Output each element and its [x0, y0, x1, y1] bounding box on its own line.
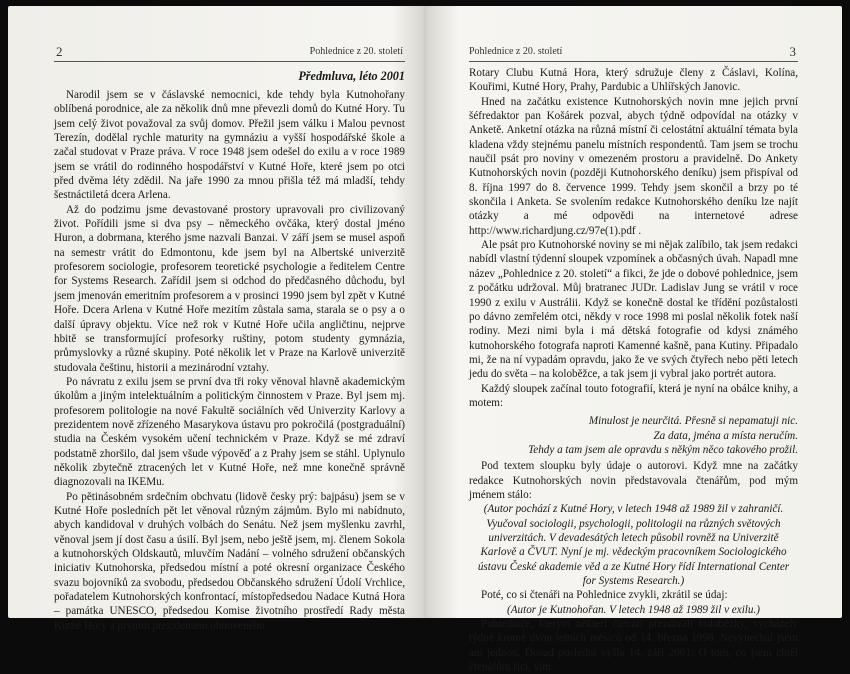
- page-number: 2: [56, 44, 63, 59]
- paragraph: Pohlednice, kterým některí čtenáři přezdívali koloběžky, vycházely týdně kromě dvou letních měsíců od 14. března 1998. Nevynechal jsem ani jednou. Dosud poslední vyšla 14. září 2001. O tom, co jsem chtěl čtenářům říci, vím: [469, 618, 798, 674]
- paragraph: Hned na začátku existence Kutnohorských novin mne jejich první šéfredaktor pan Košárek pozval, abych týdně odpovídal na otázky v Anketě. Anketní otázka na různá místní či celostátní aktuální témata byla kladena vždy stejnému panelu místních respondentů. Tam jsem se trochu naučil psát pro noviny v omezeném prostoru a pravidelně. Do Ankety Kutnohorských novin (později Kutnohorského deníku) jsem přispíval od 8. října 1997 do 8. července 1999. Tehdy jsem skončil a brzy po té skončila i Anketa. Se svolením redakce Kutnohorského deníku lze najít otázky a mé odpovědi na internetové adrese http://www.richardjung.cz/97e(1).pdf .: [469, 95, 798, 237]
- paragraph: Narodil jsem se v čáslavské nemocnici, kde tehdy byla Kutnohořany oblíbená porodnice, ale za několik dnů mne převezli domů do Kutné Hory. Tu jsem celý život považoval za svůj domov. Přežil jsem válku i Malou pevnost Terezín, dodělal rychle maturity na gymnáziu a vyšší hospodářské škole a začal studovat v Praze práva. V roce 1948 jsem odešel do exilu a v roce 1989 jsem se vrátil do rodinného hospodářství v Kutné Hoře, které jsem po otci před dvěma léty zdědil. Na jaře 1990 za mnou přišla též má mladší, tehdy šestnáctiletá dcera Arlena.: [54, 89, 405, 202]
- paragraph: Po návratu z exilu jsem se první dva tři roky věnoval hlavně akademickým úkolům a jiným intelektuálním a politickým činnostem v Praze. Byl jsem mj. profesorem politologie na nové Fakultě sociálních věd Univerzity Karlovy a prezidentem nově zřízeného Masarykova ústavu pro pokročilá (postgraduální) studia na Českém vysokém učení technickém v Praze. Když se mé zdraví podstatně zhoršilo, dal jsem všude výpověď a z Prahy jsem se stáhl. Uplynulo několik zbytečně ztracených let v Kutné Hoře, než mne konečně správně diagnozovali na IKEMu.: [54, 375, 405, 489]
- header-rule: [54, 61, 405, 62]
- paragraph: Ale psát pro Kutnohorské noviny se mi nějak zalíbilo, tak jsem redakci nabídl vlastní týdenní sloupek vzpomínek a občasných úvah. Napadl mne název „Pohlednice z 20. století“ a fikci, že jde o dobové pohlednice, jsem z počátku udržoval. Můj bratranec JUDr. Ladislav Jung se vrátil v roce 1990 z exilu v Austrálii. Když se konečně dostal ke třídění pozůstalosti po dávno zemřelém otci, někdy v roce 1998 mi poslal několik fotek naší rodiny. Mezi nimi byla i má dětská fotografie od kdysi známého kutnohorského fotografa naproti Kamenné kašně, pana Kutiny. Připadalo mi, že na ní vypadám opravdu, jako že ve svých čtyřech nebo pěti letech jedu do světa – na koloběžce, a tak jsem ji vybral jako portrét autora.: [469, 239, 798, 381]
- paragraph: Poté, co si čtenáři na Pohlednice zvykli, zkrátil se údaj:: [481, 589, 728, 602]
- paragraph: Až do podzimu jsme devastované prostory upravovali pro civilizovaný život. Pořídili jsme si dva psy – německého ovčáka, který dostal jméno Huron, a dobrmana, kterého jsme nazvali Banzai. V září jsem se musel aspoň na semestr vrátit do Edmontonu, kde jsem byl na Albertské univerzitě profesorem sociologie, profesorem teoretické psychologie a ředitelem Centre for Systems Research. Zařídil jsem si odchod do předčasného důchodu, byl jsem jmenován emeritním profesorem a v prosinci 1990 jsem byl zpět v Kutné Hoře. Dcera Arlena v Kutné Hoře mezitím zůstala sama, starala se o psy a o další úpravy objektu. Více než rok v Kutné Hoře učila angličtinu, nejprve hbitě se transformující profesorky ruštiny, potom studenty gymnázia, průmyslovky a různé skupiny. Poté několik let v Praze na Karlově univerzitě studovala češtinu, historii a mezinárodní vztahy.: [54, 203, 405, 374]
- motto-line: Tehdy a tam jsem ale opravdu s někým něco takového prožil.: [528, 443, 798, 456]
- motto-line: Minulost je neurčitá. Přesně si nepamatuji nic.: [588, 415, 798, 428]
- quote-text: (Autor pochází z Kutné Hory, v letech 1948 až 1989 žil v zahraničí. Vyučoval sociologii, psychologii, politologii na různých světových univerzitách. V devadesátých letech působil rovněž na Univerzitě Karlově a ČVUT. Nyní je mj. vědeckým pracovníkem Sociologického ústavu České akademie věd a ze Kutné Hory řídí International Center for Systems Research.): [477, 503, 790, 588]
- left-page: [8, 6, 425, 632]
- right-body-text: [469, 66, 798, 674]
- left-body-text: [54, 66, 405, 633]
- motto-line: Za data, jména a místa neručím.: [653, 429, 798, 442]
- right-page: [425, 6, 842, 674]
- running-head: Pohlednice z 20. století: [309, 46, 403, 57]
- author-note-short: [473, 603, 794, 617]
- header-rule: [469, 61, 798, 62]
- running-head: Pohlednice z 20. století: [469, 46, 563, 57]
- paragraph: Každý sloupek začínal touto fotografií, která je nyní na obálce knihy, a motem:: [469, 382, 798, 409]
- paragraph: Rotary Clubu Kutná Hora, který sdružuje členy z Čáslavi, Kolína, Kouřimi, Kutné Hory, Prahy, Pardubic a Uhlířských Janovic.: [469, 67, 798, 94]
- quote-text: (Autor je Kutnohořan. V letech 1948 až 1989 žil v exilu.): [507, 603, 760, 616]
- page-number: 3: [789, 44, 796, 59]
- paragraph: Pod textem sloupku byly údaje o autorovi. Když mne na začátky redakce Kutnohorských novin představovala čtenářům, pod mým jménem stálo:: [469, 460, 798, 501]
- book-spread: [8, 6, 842, 674]
- paragraph: Po pětinásobném srdečním obchvatu (lidově česky prý: bajpásu) jsem se v Kutné Hoře posledních pět let věnoval různým zájmům. Bylo mi nabídnuto, abych kandidoval v druhých volbách do Senátu. Než jsem myšlenku zavrhl, věnoval jsem jí dost času a úsilí. Byl jsem, nebo ještě jsem, mj. členem Sokola a kutnohorských Oldskautů, mluvčím Nadání – volného sdružení občanských iniciativ Kutnohorska, předsedou místní a poté okresní organizace Českého svazu bojovníků za svobodu, předsedou Občanského sdružení Údolí Vrchlice, pořadatelem Kutnohorských konfrontací, místopředsedou Nadace Kutná Hora – památka UNESCO, předsedou Komise životního prostředí Rady města Kutné Hory a prvním prezidentem obnoveného: [54, 490, 405, 632]
- chapter-title: Předmluva, léto 2001: [298, 69, 405, 83]
- author-note: [473, 502, 794, 588]
- motto: [469, 414, 798, 457]
